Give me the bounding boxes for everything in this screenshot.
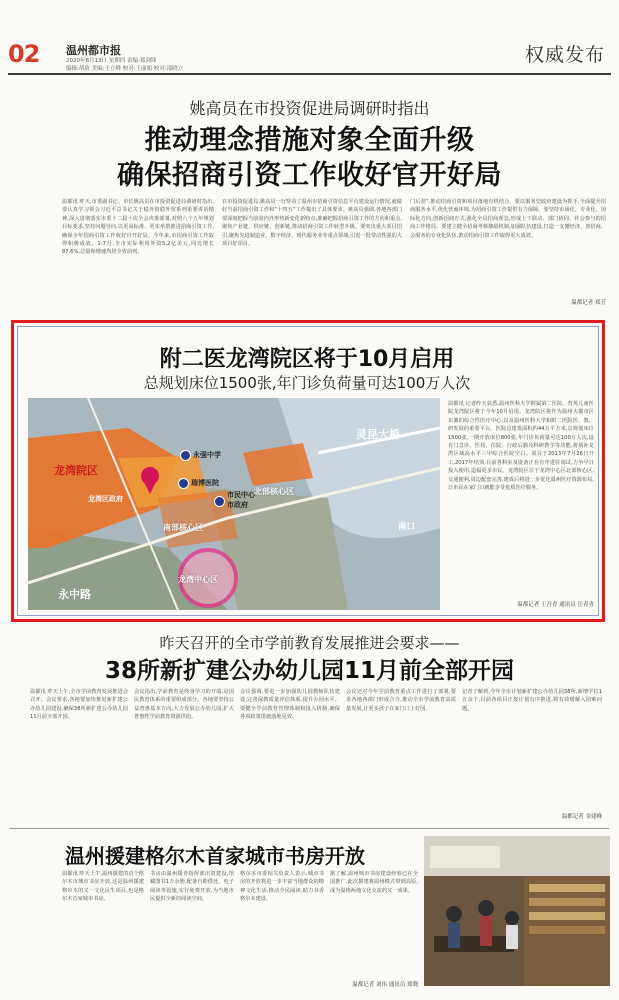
poi-label: 市政府 — [227, 501, 248, 509]
bookstore-column: 温都讯 昨天上午,温州援建的首个格尔木市城市书房开放,这是温州援建格尔木的又一文化民生项目,也是格尔木首家城市书房。 — [62, 871, 144, 903]
lead-byline: 温都记者 郑芳 — [571, 300, 606, 306]
kindergarten-column: 记者了解到,今年全市计划新扩建公办幼儿园38所,新增学位1万余个,目前各项目正按计划有序推进,将有效缓解入园难问题。 — [462, 689, 602, 712]
lead-column: 在市投资促进局,姚高员一行察看了温州市招商引资信息平台建设运行情况,就做好当前招商引资工作和“十四五”工作提出了具体要求。姚高员强调,各地各部门要深刻把握当前国内外形势新变化新特点,准确把握招商引资工作的方向和重点,聚焦产业链、供应链、创新链,推动招商引资工作转型升级。要突出重大项目招引,聚焦先进制造业、数字经济、现代服务业等重点领域,引进一批带动性强的大项目好项目。 — [222, 199, 402, 248]
road-label-bridge: 灵昆大桥 — [356, 428, 400, 441]
lead-headline-line2[interactable]: 确保招商引资工作收好官开好局 — [117, 160, 502, 191]
map-label-nankou: 南口 — [398, 522, 416, 532]
kindergarten-headline[interactable]: 38所新扩建公办幼儿园11月前全部开园 — [104, 658, 514, 684]
road-label-yongzhong: 永中路 — [58, 588, 91, 601]
bookstore-column: 据了解,温州城市书房建设经验已在全国推广,此次援建将温州模式带到高原,成为温格两地文化交流的又一成果。 — [330, 871, 418, 894]
zone-label-west: 龙湾院区 — [54, 464, 98, 477]
kindergarten-byline: 温都记者 金建峰 — [561, 814, 602, 820]
kindergarten-column: 会议还对今年学前教育重点工作进行了部署,要求各地各部门形成合力,推动全市学前教育高质量发展,让更多孩子在家门口上好园。 — [346, 689, 456, 712]
dateline: 2020年8月13日 星期四 责编:郑剑锋 — [66, 58, 157, 64]
bookstore-byline: 温都记者 刘伟 通讯员 郑晓 — [352, 982, 418, 988]
bookstore-photo-graphic — [424, 836, 610, 986]
lead-headline-line1[interactable]: 推动理念措施对象全面升级 — [144, 125, 475, 156]
kindergarten-kicker[interactable]: 昨天召开的全市学前教育发展推进会要求—— — [159, 634, 460, 652]
poi-label: 龙湾区政府 — [88, 495, 123, 503]
zone-label-center: 龙湾中心区 — [178, 575, 218, 584]
poi-pin-icon — [180, 450, 191, 461]
page-number: 02 — [8, 40, 40, 68]
poi-label: 市民中心 — [227, 491, 255, 499]
zone-label-north: 北部核心区 — [254, 487, 294, 496]
poi-label: 瑞博医院 — [191, 479, 219, 487]
header-rule — [8, 73, 611, 75]
section-divider — [10, 828, 609, 829]
kindergarten-column: 会议指出,学前教育是终身学习的开端,是国民教育体系的重要组成部分。各地要坚持公益普惠基本方向,大力发展公办幼儿园,扩大普惠性学前教育资源供给。 — [134, 689, 234, 721]
bookstore-column: 书房由温州援青指挥部出资建设,馆藏图书1万余册,配备自助借还、电子阅读等设施,实行免费开放,为当地市民提供全新的阅读空间。 — [150, 871, 234, 903]
poi-label: 永强中学 — [193, 451, 221, 459]
lead-column: 温都讯 昨天,市委副书记、市长姚高员在市投资促进局调研时指出,要认真学习领会习近平总书记关于稳外资稳外贸系列重要讲话精神,深入贯彻落实市委十二届十次全会决策部署,对照六个五年规划目标要求,坚持问题导向,以更高标准、更实举措推进招商引资工作,确保全年招商引资工作收好官开好局。今年来,市招商引资工作取得积极成效。1-7月,全市实际利用外资5.2亿美元,同比增长87.6%,总量和增速均居全省前列。 — [62, 199, 214, 256]
aerial-map — [28, 398, 440, 610]
poi-pin-icon — [214, 496, 225, 507]
lead-kicker[interactable]: 姚高员在市投资促进局调研时指出 — [189, 99, 430, 118]
feature-body: 温都讯 记者昨天获悉,温州医科大学附属第二医院、育英儿童医院龙湾院区将于今年10月启用。龙湾院区将作为温州大都市区东翼的综合性医疗中心,以及温州医科大学和附二医院医、教、研发展的重要平台。医院总建筑面积约44万平方米,总规划床位1500张,一期开放床位800张,年门诊负荷量可达100万人次,设有门急诊、医技、住院、行政后勤及科研教学等功能,将填补龙湾区域高水平三甲综合医院空白。项目于2013年7月26日开工,2017年结顶,目前各科室及设备正在有序进驻调试,力争早日投入使用,造福更多市民。龙湾院区位于龙湾中心区北部核心区,交通便利,周边配套完善,建成后将进一步优化温州医疗资源布局,让市民在家门口就能享受优质医疗服务。 — [448, 401, 594, 492]
lead-column: 门后劲”,推动招商引资和项目落地有机结合。要以服务型政府建设为抓手,全面提升招商服务水平,优化营商环境,为招商引资工作提供有力保障。要坚持市场化、专业化、国际化方向,创新招商方式,强化全员招商理念,形成上下联动、部门协同、社会参与的招商工作格局。要建立健全招商考核激励机制,加强队伍建设,打造一支懂经济、善招商、会服务的专业化队伍,推动招商引资工作取得更大成效。 — [410, 199, 606, 239]
kindergarten-column: 温都讯 昨天上午,全市学前教育发展推进会召开。会议要求,各地要加快推进新扩建公办幼儿园建设,确保38所新扩建公办幼儿园11月前全部开园。 — [30, 689, 128, 721]
bookstore-column: 格尔木市委相关负责人表示,城市书房的开放将进一步丰富当地群众的精神文化生活,推动全民阅读,助力书香格尔木建设。 — [240, 871, 324, 903]
bookstore-photo — [424, 836, 610, 986]
kindergarten-column: 会议强调,要进一步加强幼儿园教师队伍建设,完善保教质量评估体系,提升办园水平。要健全学前教育管理体制和投入机制,确保各项政策措施落地见效。 — [240, 689, 340, 721]
bookstore-headline[interactable]: 温州援建格尔木首家城市书房开放 — [65, 844, 365, 868]
feature-byline: 温都记者 王吾青 通讯员 汪青青 — [517, 602, 594, 608]
feature-headline[interactable]: 附二医龙湾院区将于10月启用 — [159, 347, 455, 372]
section-title: 权威发布 — [524, 44, 605, 66]
poi-pin-icon — [178, 478, 189, 489]
editor-credits: 编辑:胡蔚 美编:王立峰 校对:王丽娟 校对:邵晓立 — [66, 66, 184, 72]
feature-subheadline: 总规划床位1500张,年门诊负荷量可达100万人次 — [143, 374, 471, 392]
paper-name: 温州都市报 — [66, 44, 121, 57]
zone-label-south: 南部核心区 — [163, 523, 203, 532]
